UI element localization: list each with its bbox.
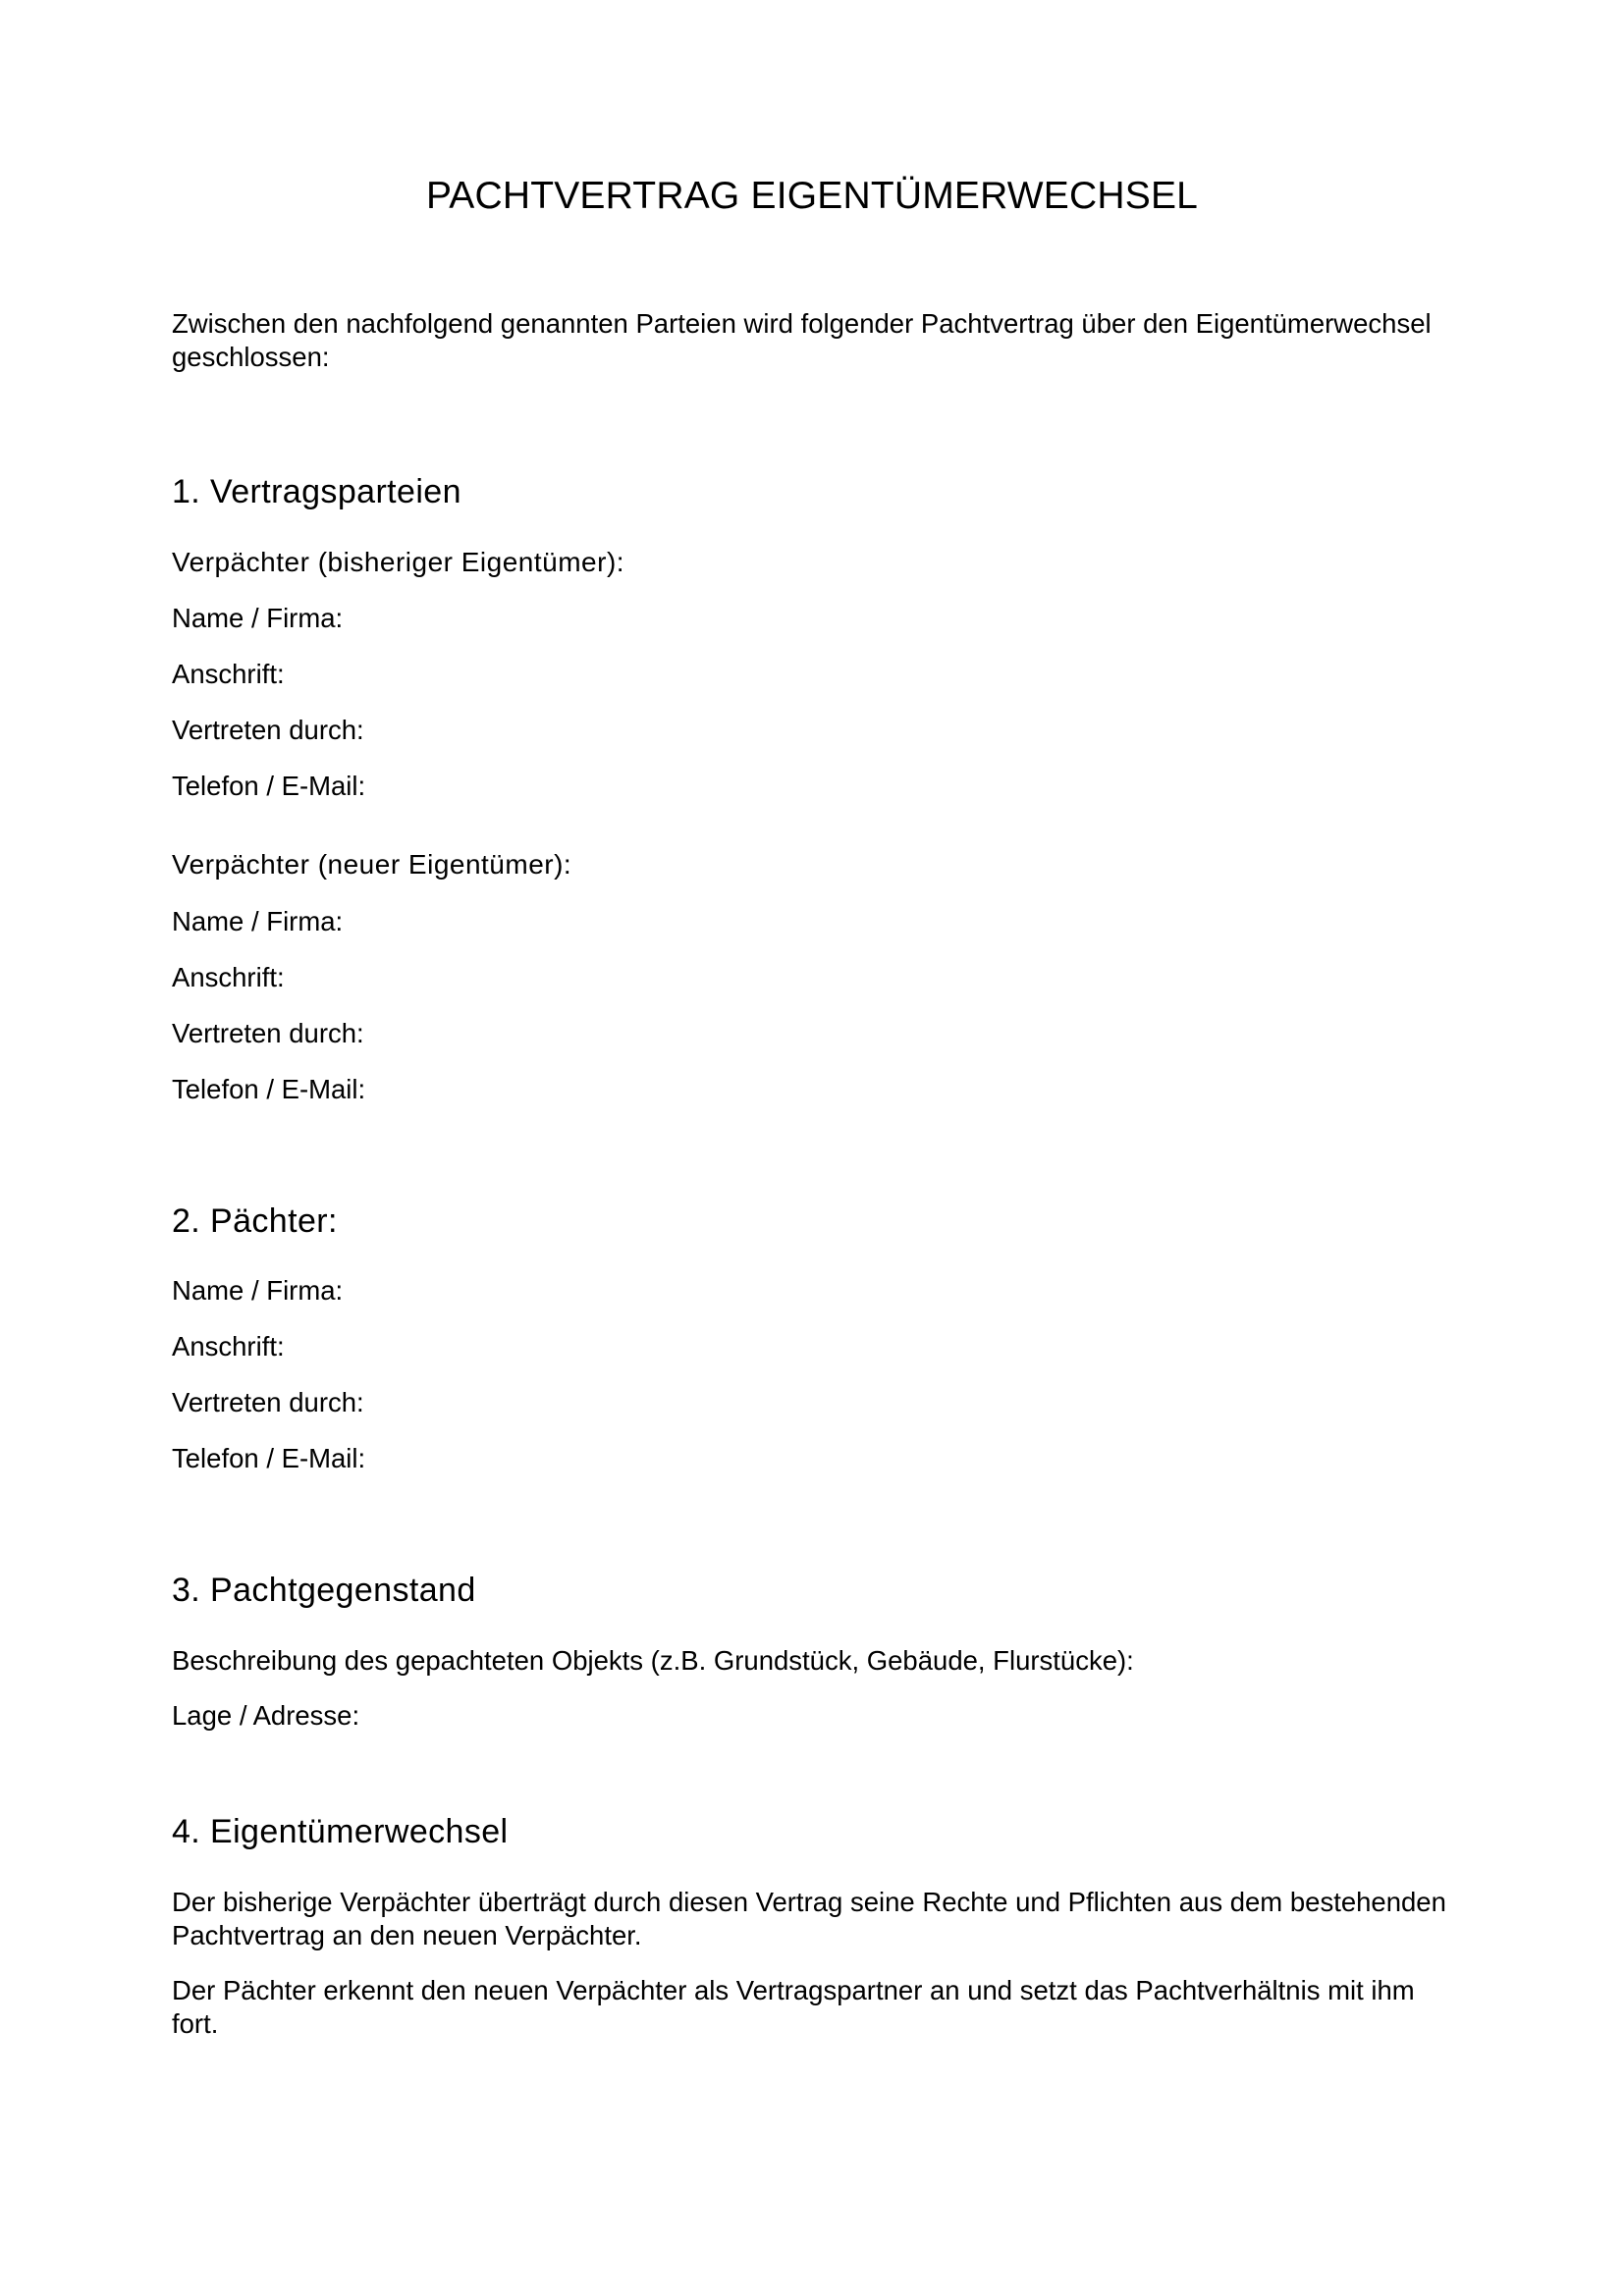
previous-owner-represented-field: Vertreten durch: (172, 715, 364, 745)
tenant-represented-field: Vertreten durch: (172, 1387, 364, 1417)
new-owner-label: Verpächter (neuer Eigentümer): (172, 849, 572, 880)
previous-owner-name-field: Name / Firma: (172, 603, 344, 633)
intro-paragraph: Zwischen den nachfolgend genannten Parteien wird folgender Pachtvertrag über den Eigentümerwechsel geschlossen: (172, 308, 1432, 372)
tenant-contact-field: Telefon / E-Mail: (172, 1443, 366, 1473)
ownership-transfer-paragraph: Der bisherige Verpächter überträgt durch diesen Vertrag seine Rechte und Pflichten aus dem bestehenden Pachtvertrag an den neuen Verpächter. (172, 1887, 1446, 1950)
document-title: PACHTVERTRAG EIGENTÜMERWECHSEL (425, 175, 1199, 217)
section-3-heading: 3. Pachtgegenstand (172, 1572, 476, 1609)
tenant-address-field: Anschrift: (172, 1331, 285, 1362)
tenant-acknowledgement-paragraph: Der Pächter erkennt den neuen Verpächter als Vertragspartner an und setzt das Pachtverhältnis mit ihm fort. (172, 1975, 1415, 2039)
previous-owner-label: Verpächter (bisheriger Eigentümer): (172, 547, 625, 577)
new-owner-address-field: Anschrift: (172, 962, 285, 992)
previous-owner-contact-field: Telefon / E-Mail: (172, 771, 366, 801)
new-owner-contact-field: Telefon / E-Mail: (172, 1074, 366, 1104)
object-location-field: Lage / Adresse: (172, 1700, 360, 1731)
new-owner-name-field: Name / Firma: (172, 906, 344, 936)
new-owner-represented-field: Vertreten durch: (172, 1018, 364, 1048)
section-1-heading: 1. Vertragsparteien (172, 473, 461, 510)
section-4-heading: 4. Eigentümerwechsel (172, 1813, 509, 1850)
object-description-field: Beschreibung des gepachteten Objekts (z.B. Grundstück, Gebäude, Flurstücke): (172, 1645, 1134, 1676)
tenant-name-field: Name / Firma: (172, 1275, 344, 1306)
section-2-heading: 2. Pächter: (172, 1202, 338, 1240)
previous-owner-address-field: Anschrift: (172, 659, 285, 689)
